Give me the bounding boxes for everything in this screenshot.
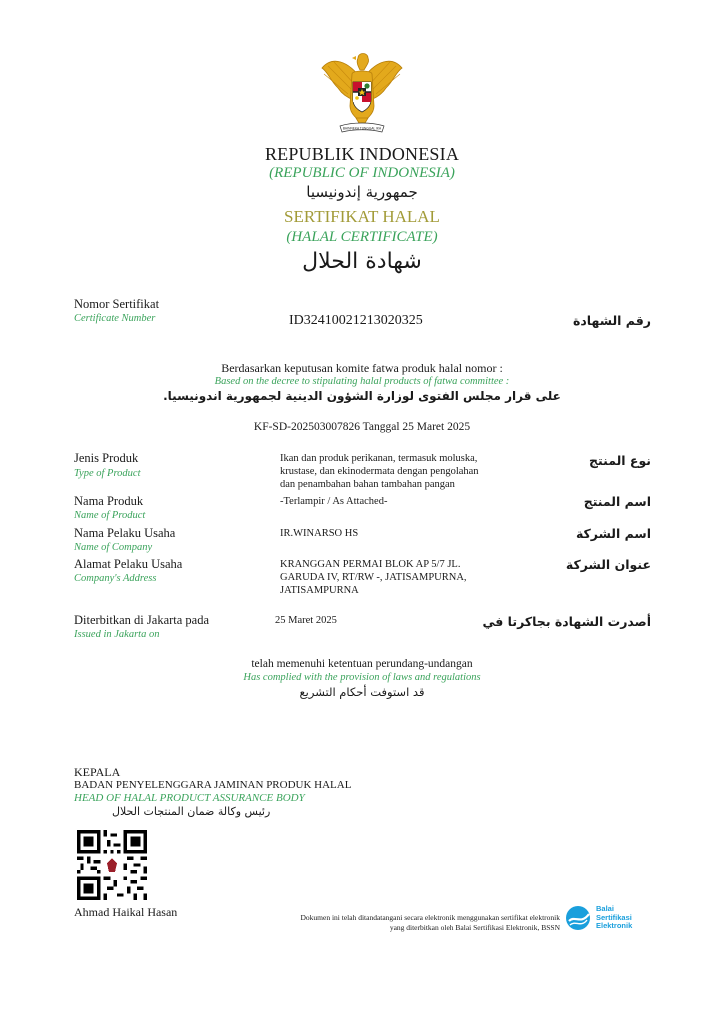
decree-line-ar: على قرار مجلس الفتوى لوزارة الشؤون الدينية لجمهورية اندونيسيا. — [163, 389, 561, 403]
certificate-number: ID32410021213020325 — [289, 313, 423, 328]
garuda-emblem-icon — [318, 50, 406, 138]
company-name-value: IR.WINARSO HS — [280, 528, 359, 539]
compliance-line-ar: قد استوفت أحكام التشريع — [299, 685, 425, 699]
certificate-title-ar: شهادة الحلال — [302, 249, 422, 274]
company-address-label-ar: عنوان الشركة — [565, 557, 651, 572]
signatory-body: BADAN PENYELENGGARA JAMINAN PRODUK HALAL — [74, 779, 352, 791]
certificate-title-en: (HALAL CERTIFICATE) — [286, 229, 438, 245]
compliance-line: telah memenuhi ketentuan perundang-undangan — [251, 658, 473, 670]
company-name-label-en: Name of Company — [74, 542, 153, 553]
product-name-label: Nama Produk — [74, 494, 144, 508]
certificate-number-label-en: Certificate Number — [74, 313, 156, 324]
country-title-en: (REPUBLIC OF INDONESIA) — [269, 165, 455, 181]
product-name-label-ar: اسم المنتج — [583, 494, 651, 509]
product-type-label: Jenis Produk — [74, 451, 139, 465]
decree-line-en: Based on the decree to stipulating halal products of fatwa committee : — [214, 376, 510, 387]
country-title-ar: جمهورية إندونيسيا — [306, 183, 418, 201]
bsre-logo-icon — [565, 905, 593, 931]
issued-date: 25 Maret 2025 — [275, 615, 337, 626]
compliance-line-en: Has complied with the provision of laws and regulations — [243, 672, 481, 683]
product-type-value: Ikan dan produk perikanan, termasuk moluska, krustase, dan ekinodermata dengan pengolahan dan penambahan bahan tambahan pangan — [280, 453, 479, 490]
e-signature-note: Dokumen ini telah ditandatangani secara elektronik menggunakan sertifikat elektronik yang diterbitkan oleh Balai Sertifikasi Elektronik, BSSN — [300, 913, 560, 932]
company-address-value: KRANGGAN PERMAI BLOK AP 5/7 JL. GARUDA IV, RT/RW -, JATISAMPURNA, JATISAMPURNA — [280, 559, 467, 596]
certificate-title: SERTIFIKAT HALAL — [284, 207, 440, 226]
decree-reference: KF-SD-202503007826 Tanggal 25 Maret 2025 — [253, 421, 471, 433]
issued-label: Diterbitkan di Jakarta pada — [74, 613, 210, 627]
issued-label-en: Issued in Jakarta on — [74, 629, 160, 640]
svg-text:BHINNEKA TUNGGAL IKA: BHINNEKA TUNGGAL IKA — [342, 126, 382, 131]
product-type-label-en: Type of Product — [74, 468, 141, 479]
signatory-body-ar: رئيس وكالة ضمان المنتجات الحلال — [112, 805, 271, 818]
company-address-label: Alamat Pelaku Usaha — [74, 557, 183, 571]
product-type-label-ar: نوع المنتج — [589, 453, 651, 468]
signatory-title: KEPALA — [74, 765, 121, 779]
qr-code-icon — [77, 830, 147, 900]
certificate-number-label: Nomor Sertifikat — [74, 297, 160, 311]
product-name-label-en: Name of Product — [74, 510, 146, 521]
company-name-label-ar: اسم الشركة — [575, 526, 651, 541]
certificate-number-label-ar: رقم الشهادة — [573, 313, 651, 328]
company-address-label-en: Company's Address — [74, 573, 157, 584]
company-name-label: Nama Pelaku Usaha — [74, 526, 176, 540]
issued-label-ar: أصدرت الشهادة بجاكرتا في — [482, 614, 651, 629]
signatory-name: Ahmad Haikal Hasan — [74, 905, 178, 919]
bsre-logo-text: Balai Sertifikasi Elektronik — [596, 904, 633, 930]
signatory-body-en: HEAD OF HALAL PRODUCT ASSURANCE BODY — [74, 792, 305, 804]
decree-line: Berdasarkan keputusan komite fatwa produk halal nomor : — [221, 361, 503, 375]
country-title: REPUBLIK INDONESIA — [264, 144, 460, 164]
product-name-value: -Terlampir / As Attached- — [280, 496, 388, 507]
